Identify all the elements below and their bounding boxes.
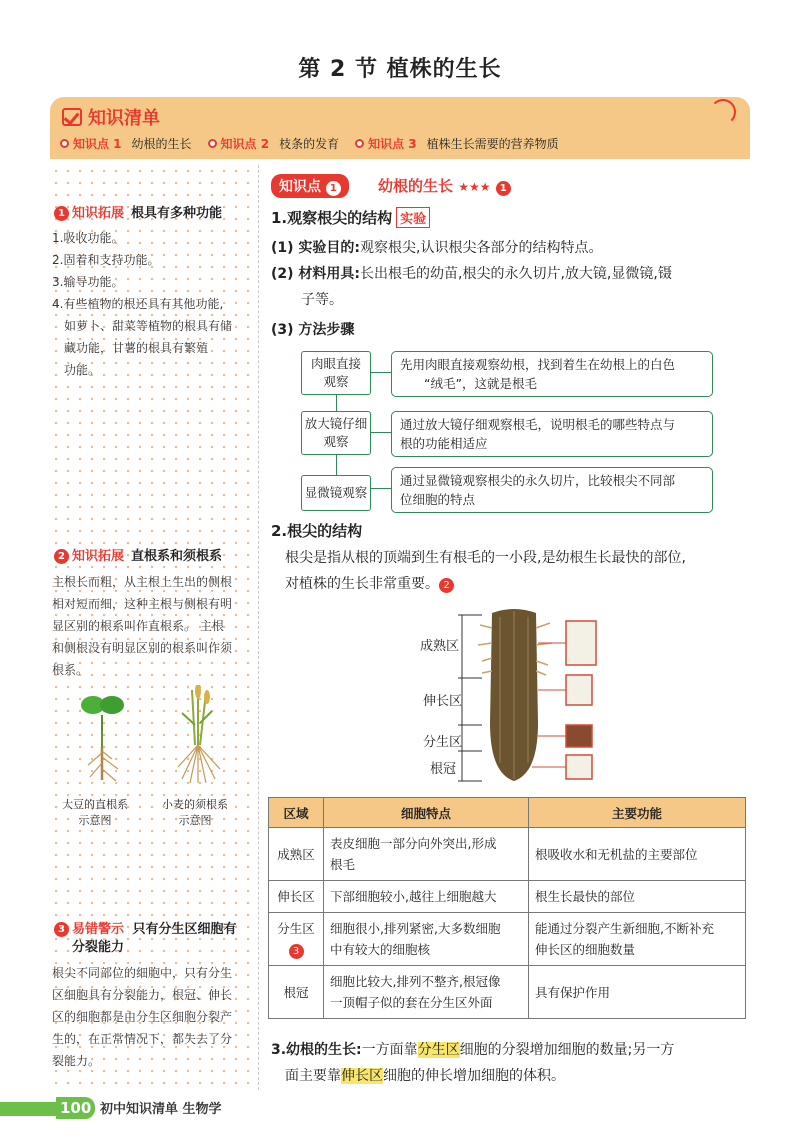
section-3-paragraph xyxy=(271,1037,749,1089)
aim-text: 观察根尖,认识根尖各部分的结构特点。 xyxy=(360,240,603,256)
note-title: 只有分生区细胞有 xyxy=(132,922,237,937)
section-2-heading xyxy=(271,520,362,541)
note-title: 直根系和须根系 xyxy=(131,549,223,564)
label-root-cap: 根冠 xyxy=(430,762,457,777)
label-maturation-zone: 成熟区 xyxy=(420,639,460,654)
wheat-caption xyxy=(155,797,235,829)
highlight-elongation: 伸长区 xyxy=(341,1068,383,1084)
knowledge-points-list xyxy=(60,135,559,152)
column-divider xyxy=(258,165,259,1090)
table-row xyxy=(269,913,746,966)
zone-cell: 根冠 xyxy=(269,966,324,1019)
text-line: 和侧根没有明显区别的根系叫作须 xyxy=(52,641,233,655)
desc-line: 通过显微镜观察根尖的永久切片，比较根尖不同部 xyxy=(400,473,676,488)
cell-line: 表皮细胞一部分向外突出,形成 xyxy=(330,836,497,851)
function-cell xyxy=(529,828,746,881)
desc-line: 根的功能相适应 xyxy=(400,436,488,451)
experiment-badge: 实验 xyxy=(396,207,430,228)
kp-number-badge: 1 xyxy=(326,181,341,196)
text-run: 细胞的分裂增加细胞的数量;另一方 xyxy=(459,1042,675,1058)
sidebar-notes xyxy=(50,165,255,1085)
sidebar-block-1-text xyxy=(52,227,252,381)
step-2-box xyxy=(301,411,371,455)
soybean-plant-icon xyxy=(81,696,124,781)
banner-heading-text: 知识清单 xyxy=(88,108,160,129)
soybean-caption xyxy=(55,797,135,829)
table-row xyxy=(269,828,746,881)
text-line: 3.输导功能。 xyxy=(52,275,124,289)
page-title: 第 2 节 植株的生长 xyxy=(298,57,502,82)
knowledge-list-banner xyxy=(50,97,750,159)
method-heading xyxy=(271,317,751,343)
text-line: 功能。 xyxy=(64,363,101,377)
point-text: 植株生长需要的营养物质 xyxy=(426,137,559,151)
text-line: 显区别的根系叫作直根系。 主根 xyxy=(52,619,224,633)
definition-text: 根尖是指从根的顶端到生有根毛的一小段,是幼根生长最快的部位, xyxy=(285,550,686,566)
method-label: (3) 方法步骤 xyxy=(271,322,355,338)
note-tag: 知识拓展 xyxy=(72,549,125,564)
table-row xyxy=(269,966,746,1019)
materials-text: 长出根毛的幼苗,根尖的永久切片,放大镜,显微镜,镊 xyxy=(360,266,672,282)
text-line: 生的，在正常情况下，都失去了分 xyxy=(52,1032,233,1046)
cell-line: 具有保护作用 xyxy=(535,984,611,1000)
note-title: 根具有多种功能 xyxy=(131,206,223,221)
cell-line: 下部细胞较小,越往上细胞越大 xyxy=(330,889,497,904)
aim-label: (1) 实验目的: xyxy=(271,240,361,256)
swirl-decoration-icon xyxy=(710,99,736,125)
step-name: 放大镜仔细 xyxy=(304,416,368,431)
section-title: 1.观察根尖的结构 xyxy=(271,209,393,227)
knowledge-point-2 xyxy=(208,135,340,152)
point-dot-icon xyxy=(355,139,364,148)
step-name: 显微镜观察 xyxy=(304,485,368,500)
zone-cell: 成熟区 xyxy=(269,828,324,881)
text-run: 一方面靠 xyxy=(361,1042,418,1058)
wheat-plant-icon xyxy=(178,685,220,783)
cell-line: 中有较大的细胞核 xyxy=(330,942,431,957)
text-line: 根尖不同部位的细胞中，只有分生 xyxy=(52,966,233,980)
step-name: 观察 xyxy=(323,374,349,389)
note-number-badge: 3 xyxy=(54,922,69,937)
cell-line: 根吸收水和无机盐的主要部位 xyxy=(535,846,698,862)
text-line: 2.固着和支持功能。 xyxy=(52,253,160,267)
materials-text-cont: 子等。 xyxy=(301,292,343,308)
table-row xyxy=(269,881,746,913)
aim-line xyxy=(271,235,751,261)
step-name: 观察 xyxy=(323,434,349,449)
banner-heading xyxy=(62,104,160,130)
materials-line xyxy=(271,261,751,313)
step-1-box xyxy=(301,351,371,395)
cell-line: 根毛 xyxy=(330,857,356,872)
text-line: 如萝卜、甜菜等植物的根具有储 xyxy=(64,319,233,333)
zone-cell xyxy=(269,913,324,966)
header-cell-features: 细胞特点 xyxy=(324,798,529,828)
text-line: 区的细胞都是由分生区细胞分裂产 xyxy=(52,1010,233,1024)
note-number-badge: 1 xyxy=(54,206,69,221)
connector-line xyxy=(371,372,391,373)
point-label: 知识点 3 xyxy=(368,137,417,151)
sidebar-block-3-text xyxy=(52,962,252,1072)
knowledge-point-tag xyxy=(271,174,349,198)
sidebar-block-2-text xyxy=(52,571,252,681)
desc-line: “绒毛”，这就是根毛 xyxy=(424,376,537,391)
point-text: 幼根的生长 xyxy=(131,137,192,151)
function-cell xyxy=(529,913,746,966)
kp-title-text: 幼根的生长 xyxy=(378,177,454,195)
note-title-cont: 分裂能力 xyxy=(72,940,125,955)
text-run: 细胞的伸长增加细胞的体积。 xyxy=(383,1068,565,1084)
text-line: 1.吸收功能。 xyxy=(52,231,124,245)
function-cell xyxy=(529,881,746,913)
knowledge-point-title xyxy=(378,175,511,196)
cell-line: 能通过分裂产生新细胞,不断补充 xyxy=(535,921,714,936)
section-title: 2.根尖的结构 xyxy=(271,522,363,540)
step-1-description xyxy=(391,351,713,397)
note-ref-badge: 1 xyxy=(496,181,511,196)
note-tag: 易错警示 xyxy=(72,922,125,937)
knowledge-point-3 xyxy=(355,135,559,152)
materials-label: (2) 材料用具: xyxy=(271,266,361,282)
root-system-illustration xyxy=(60,685,250,785)
text-run: 面主要靠 xyxy=(285,1068,341,1084)
sidebar-block-1-heading xyxy=(54,205,222,223)
checkbox-icon xyxy=(62,108,82,126)
point-text: 枝条的发育 xyxy=(279,137,340,151)
header-main-function: 主要功能 xyxy=(529,798,746,828)
point-label: 知识点 2 xyxy=(220,137,270,151)
text-line: 藏功能，甘薯的根具有繁殖 xyxy=(64,341,209,355)
function-cell xyxy=(529,966,746,1019)
root-tip-definition xyxy=(271,545,751,597)
page-footer xyxy=(0,1096,800,1120)
step-3-box xyxy=(301,475,371,511)
note-tag: 知识拓展 xyxy=(72,206,125,221)
label-meristem-zone: 分生区 xyxy=(423,735,463,750)
cell-line: 细胞比较大,排列不整齐,根冠像 xyxy=(330,974,501,989)
section-title: 3.幼根的生长: xyxy=(271,1042,362,1058)
cell-line: 伸长区的细胞数量 xyxy=(535,942,636,957)
point-label: 知识点 1 xyxy=(73,137,122,151)
table-header-row xyxy=(269,798,746,828)
step-name: 肉眼直接 xyxy=(310,356,361,371)
connector-line xyxy=(371,432,391,433)
step-3-description xyxy=(391,467,713,513)
caption-line: 示意图 xyxy=(178,814,212,827)
root-zone-table xyxy=(268,797,746,1019)
section-1-heading xyxy=(271,207,430,228)
definition-text-cont: 对植株的生长非常重要。 xyxy=(285,576,439,592)
desc-line: 通过放大镜仔细观察根毛，说明根毛的哪些特点与 xyxy=(400,417,676,432)
header-zone: 区域 xyxy=(269,798,324,828)
connector-line xyxy=(371,488,391,489)
importance-stars: ★★★ xyxy=(458,180,491,194)
feature-cell xyxy=(324,966,529,1019)
desc-line: 位细胞的特点 xyxy=(400,492,476,507)
point-dot-icon xyxy=(208,139,217,148)
point-dot-icon xyxy=(60,139,69,148)
sidebar-block-2-heading xyxy=(54,548,222,566)
note-ref-badge: 2 xyxy=(439,578,454,593)
text-line: 相对短而细，这种主根与侧根有明 xyxy=(52,597,233,611)
cell-line: 一顶帽子似的套在分生区外面 xyxy=(330,995,493,1010)
caption-line: 小麦的须根系 xyxy=(162,798,228,811)
footer-book-title: 初中知识清单 生物学 xyxy=(100,1102,222,1117)
step-2-description xyxy=(391,411,713,457)
kp-tag-text: 知识点 xyxy=(279,179,321,195)
feature-cell xyxy=(324,828,529,881)
text-line: 根系。 xyxy=(52,663,89,677)
note-number-badge: 2 xyxy=(54,549,69,564)
label-elongation-zone: 伸长区 xyxy=(423,694,463,709)
flow-arrow xyxy=(336,453,337,475)
page-number: 100 xyxy=(56,1097,95,1119)
knowledge-point-1 xyxy=(60,135,192,152)
footer-bar xyxy=(0,1102,56,1116)
sidebar-block-3-heading xyxy=(54,921,237,957)
desc-line: 先用肉眼直接观察幼根，找到着生在幼根上的白色 xyxy=(400,357,676,372)
caption-line: 示意图 xyxy=(78,814,112,827)
zone-text: 分生区 xyxy=(277,921,315,936)
zone-cell: 伸长区 xyxy=(269,881,324,913)
text-line: 区细胞具有分裂能力，根冠、伸长 xyxy=(52,988,233,1002)
feature-cell xyxy=(324,881,529,913)
text-line: 主根长而粗，从主根上生出的侧根 xyxy=(52,575,233,589)
cell-line: 根生长最快的部位 xyxy=(535,889,636,904)
cell-line: 细胞很小,排列紧密,大多数细胞 xyxy=(330,921,501,936)
caption-line: 大豆的直根系 xyxy=(62,798,128,811)
feature-cell xyxy=(324,913,529,966)
text-line: 4.有些植物的根还具有其他功能, xyxy=(52,297,224,311)
highlight-meristem: 分生区 xyxy=(417,1042,460,1058)
text-line: 裂能力。 xyxy=(52,1054,101,1068)
note-ref-badge: 3 xyxy=(289,944,304,959)
